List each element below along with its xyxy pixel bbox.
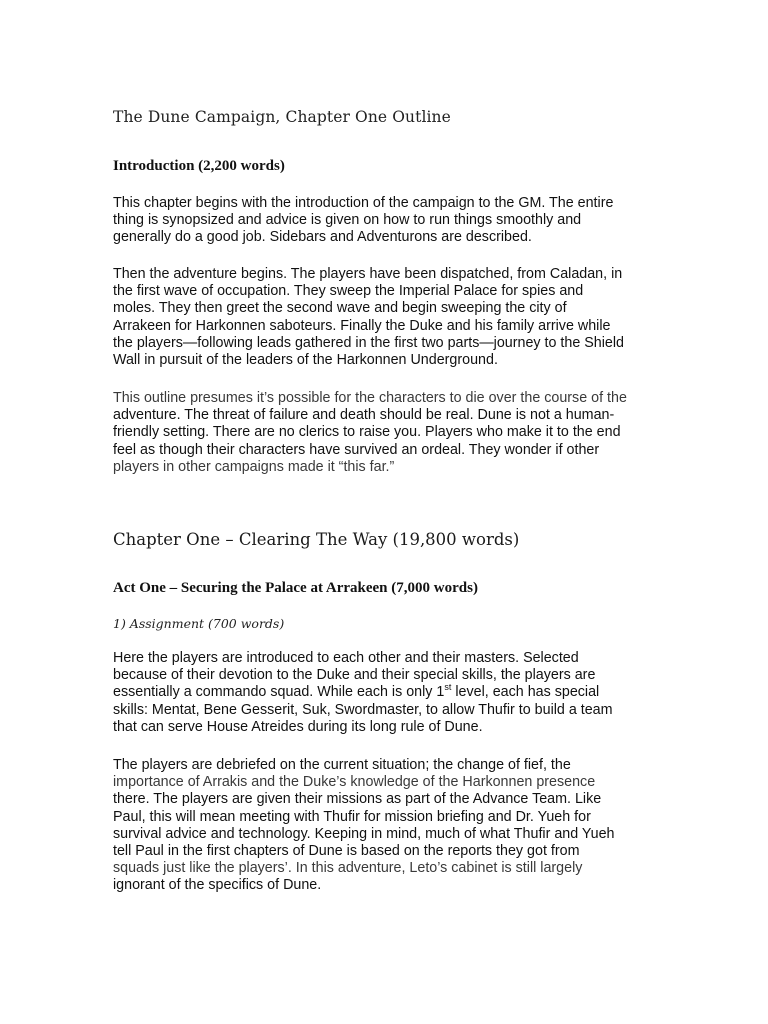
chapter-title: Chapter One – Clearing The Way (19,800 words) [113,530,520,549]
introduction-paragraph-2 [113,266,673,369]
text-line: feel as though their characters have survived an ordeal. They wonder if other [113,441,600,458]
text-line: ignorant of the specifics of Dune. [113,877,322,894]
introduction-paragraph-3 [113,390,673,476]
text-fragment: essentially a commando squad. While each is only 1 [113,684,445,701]
introduction-paragraph-1 [113,195,673,247]
text-line: importance of Arrakis and the Duke’s knowledge of the Harkonnen presence [113,774,596,791]
text-line: the first wave of occupation. They sweep the Imperial Palace for spies and [113,283,584,300]
text-line: tell Paul in the first chapters of Dune is based on the reports they got from [113,843,580,860]
text-line-with-superscript [113,684,673,701]
document-title: The Dune Campaign, Chapter One Outline [113,108,451,126]
text-line: players in other campaigns made it “this far.” [113,458,395,475]
text-line: that can serve House Atreides during its long rule of Dune. [113,718,483,735]
text-line: This chapter begins with the introduction of the campaign to the GM. The entire [113,195,614,211]
assignment-paragraph-2 [113,757,673,895]
text-line: survival advice and technology. Keeping in mind, much of what Thufir and Yueh [113,825,615,842]
introduction-heading: Introduction (2,200 words) [113,158,285,174]
text-line: Wall in pursuit of the leaders of the Harkonnen Underground. [113,352,498,369]
text-line: Then the adventure begins. The players have been dispatched, from Caladan, in [113,266,623,282]
text-line: Arrakeen for Harkonnen saboteurs. Finally the Duke and his family arrive while [113,317,611,334]
superscript-ordinal: st [444,682,452,693]
text-line: generally do a good job. Sidebars and Adventurons are described. [113,229,532,246]
text-line: adventure. The threat of failure and death should be real. Dune is not a human- [113,407,615,424]
text-line: The players are debriefed on the current situation; the change of fief, the [113,757,571,773]
text-line: Paul, this will mean meeting with Thufir for mission briefing and Dr. Yueh for [113,808,591,825]
text-line: Here the players are introduced to each other and their masters. Selected [113,650,579,666]
text-line: friendly setting. There are no clerics to raise you. Players who make it to the end [113,424,621,441]
section-heading: 1) Assignment (700 words) [113,616,285,631]
text-line: thing is synopsized and advice is given on how to run things smoothly and [113,212,582,229]
act-heading: Act One – Securing the Palace at Arrakeen (7,000 words) [113,580,478,596]
text-line: there. The players are given their missions as part of the Advance Team. Like [113,791,602,808]
text-line: skills: Mentat, Bene Gesserit, Suk, Swordmaster, to allow Thufir to build a team [113,701,613,718]
text-line: the players—following leads gathered in the first two parts—journey to the Shield [113,334,624,351]
text-line: moles. They then greet the second wave and begin sweeping the city of [113,300,567,317]
text-line: because of their devotion to the Duke and their special skills, the players are [113,667,596,684]
assignment-paragraph-1 [113,650,673,736]
text-line: squads just like the players’. In this adventure, Leto’s cabinet is still largely [113,860,583,877]
text-line: This outline presumes it’s possible for the characters to die over the course of the [113,390,627,406]
text-fragment: level, each has special [451,684,600,701]
